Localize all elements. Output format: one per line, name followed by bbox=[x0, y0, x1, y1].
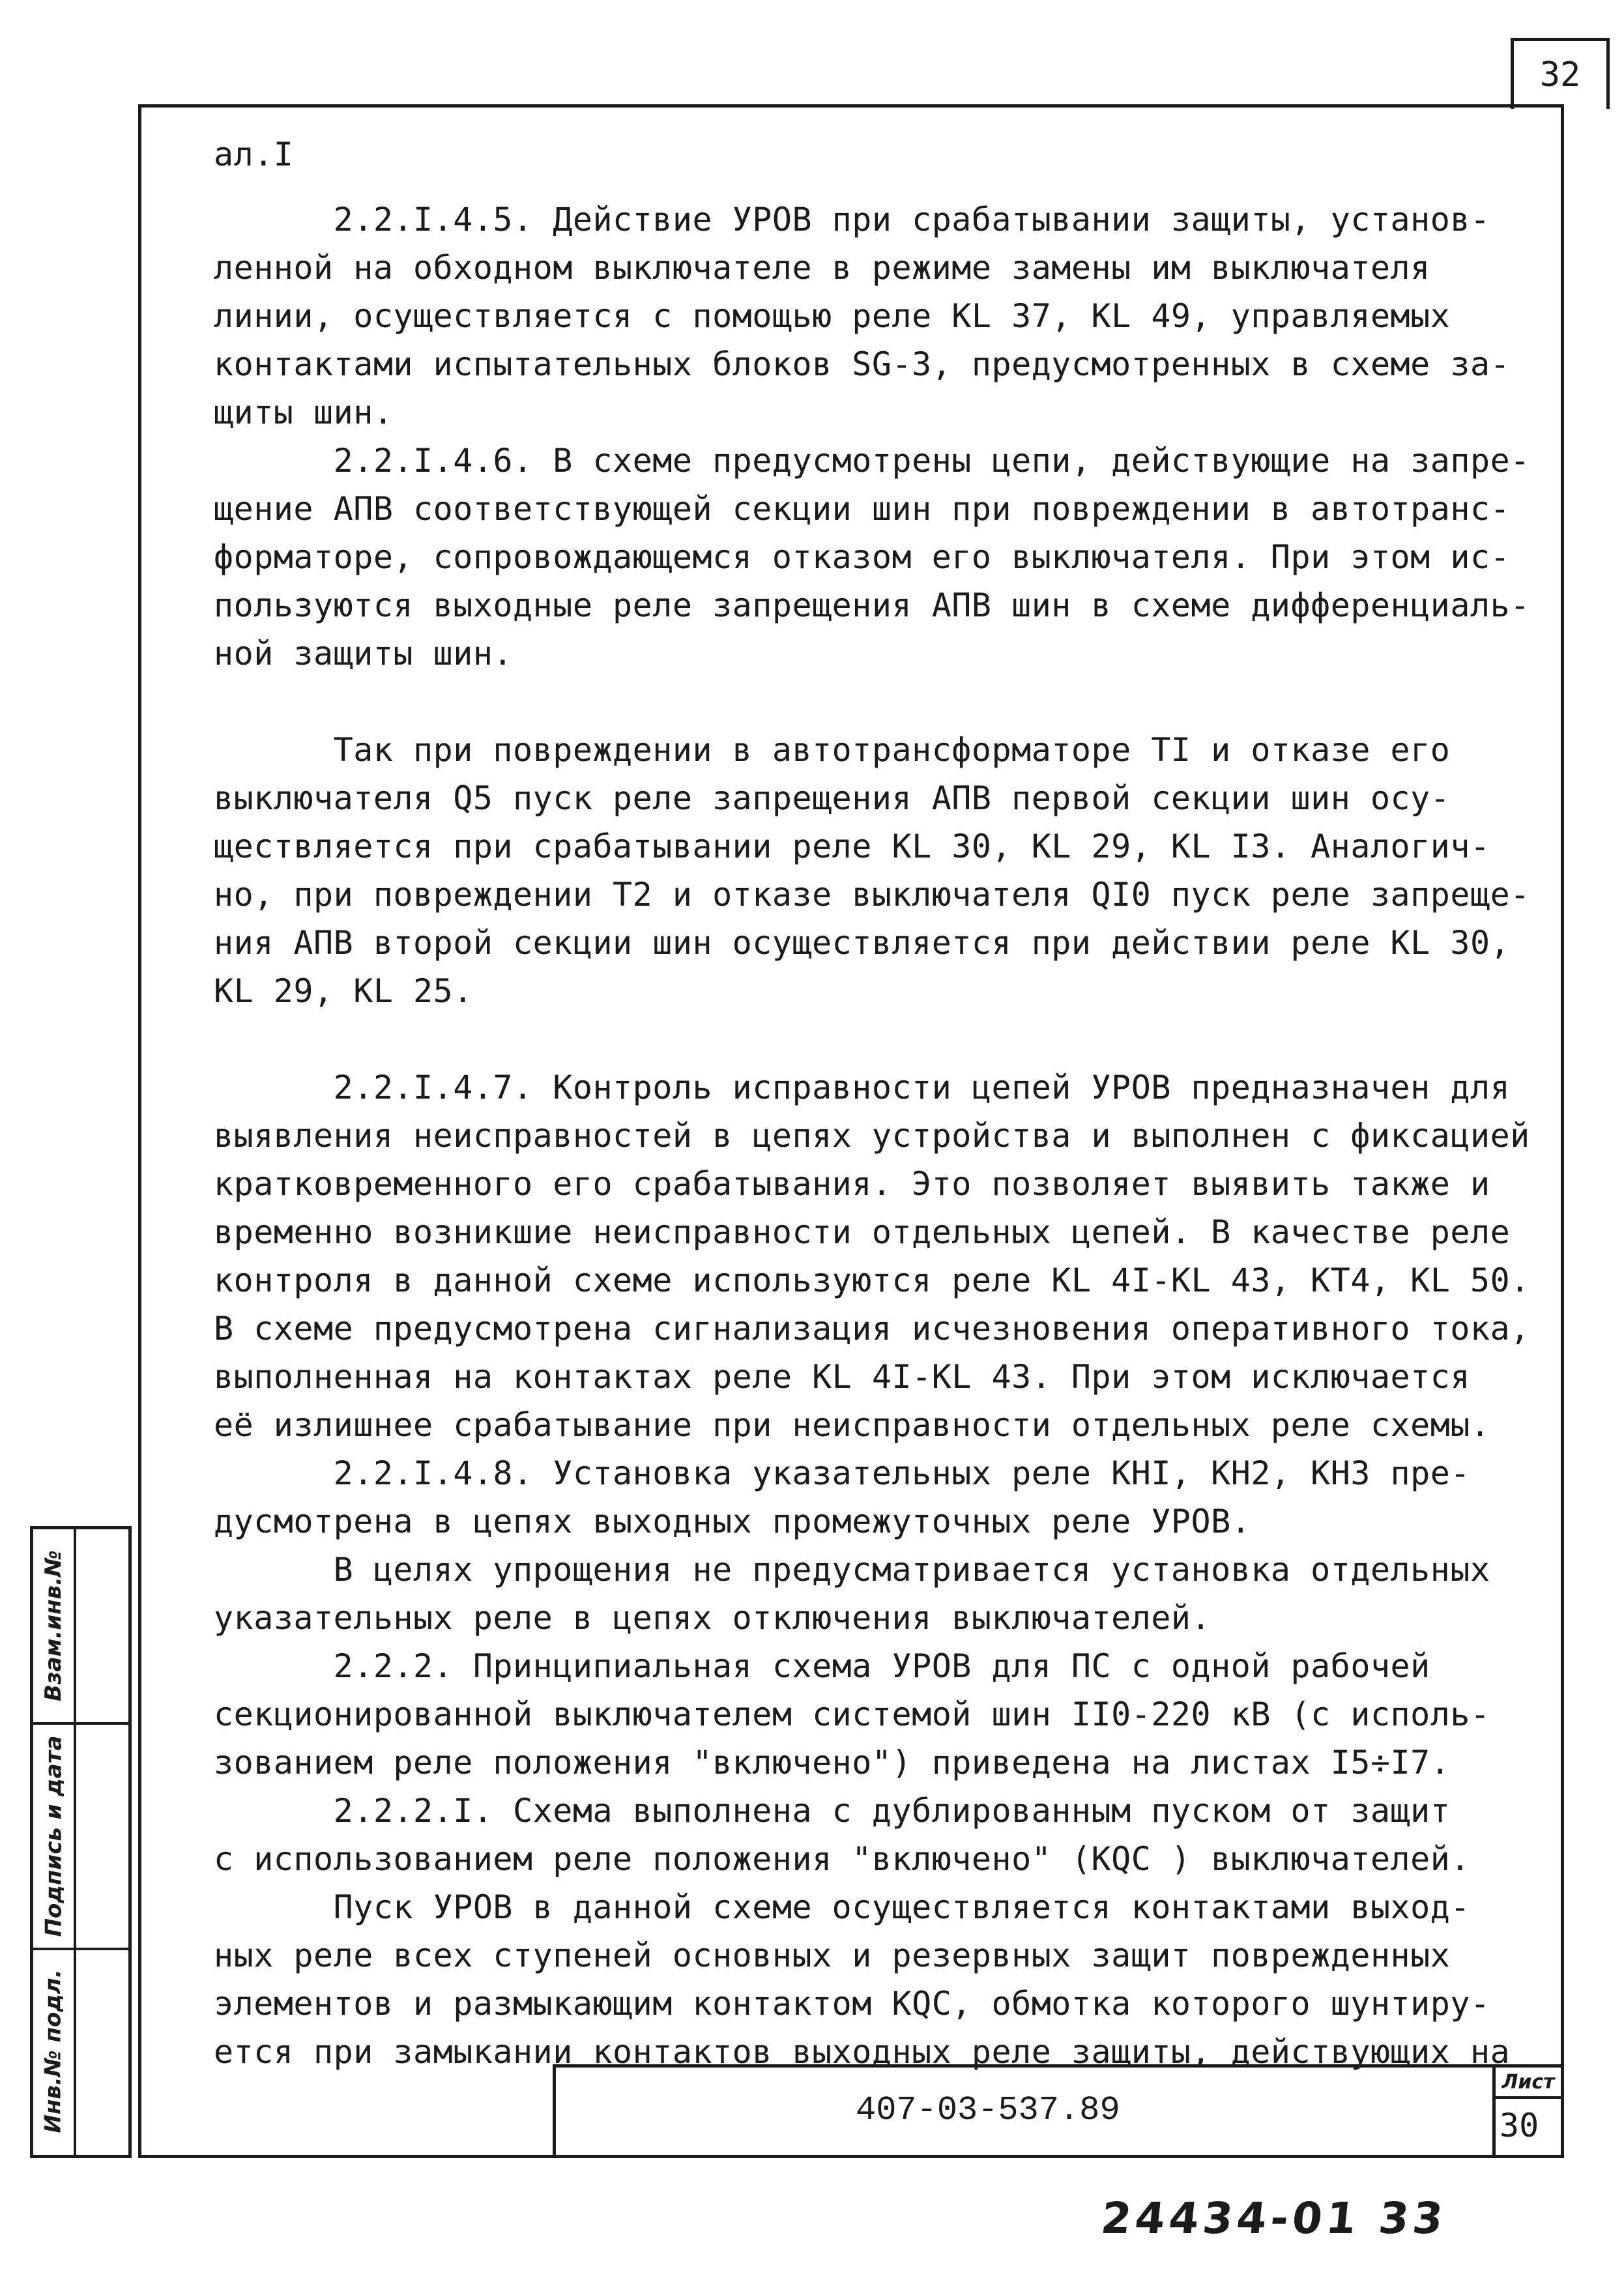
text-line: указательных реле в цепях отключения выключателей. bbox=[214, 1599, 1211, 1637]
text-line: ния АПВ второй секции шин осуществляется при действии реле KL 30, bbox=[214, 924, 1511, 962]
text-line: Пуск УРОВ в данной схеме осуществляется контактами выход- bbox=[214, 1888, 1470, 1926]
text-line: щиты шин. bbox=[214, 394, 394, 431]
body-lines bbox=[214, 195, 1537, 2076]
title-block bbox=[553, 2064, 1561, 2155]
text-line: 2.2.2.I. Схема выполнена с дублированным пуском от защит bbox=[214, 1792, 1451, 1830]
text-line: но, при повреждении T2 и отказе выключателя QI0 пуск реле запреще- bbox=[214, 876, 1530, 914]
side-label-replace-inv: Взам.инв.№ bbox=[40, 1550, 67, 1701]
text-line: ществляется при срабатывании реле KL 30, KL 29, KL I3. Аналогич- bbox=[214, 828, 1490, 865]
text-line: 2.2.2. Принципиальная схема УРОВ для ПС с одной рабочей bbox=[214, 1647, 1430, 1685]
sheet-label: Лист bbox=[1496, 2068, 1561, 2099]
page-header: ал.I bbox=[214, 136, 294, 173]
sheet-number: 30 bbox=[1500, 2107, 1539, 2144]
body-text bbox=[214, 130, 1537, 2076]
page-number: 32 bbox=[1511, 38, 1610, 109]
text-line: пользуются выходные реле запрещения АПВ шин в схеме дифференциаль- bbox=[214, 586, 1530, 624]
text-line: выключателя Q5 пуск реле запрещения АПВ первой секции шин осу- bbox=[214, 779, 1451, 817]
text-line: линии, осуществляется с помощью реле KL 37, KL 49, управляемых bbox=[214, 297, 1451, 335]
text-line bbox=[214, 678, 1537, 726]
text-line: элементов и размыкающим контактом KQC, обмотка которого шунтиру- bbox=[214, 1985, 1490, 2023]
text-line bbox=[214, 1015, 1537, 1063]
text-line: выполненная на контактах реле KL 4I-KL 43. При этом исключается bbox=[214, 1358, 1470, 1396]
text-line: KL 29, KL 25. bbox=[214, 972, 473, 1010]
side-label-inv-orig: Инв.№ подл. bbox=[40, 1969, 66, 2133]
text-line: щение АПВ соответствующей секции шин при повреждении в автотранс- bbox=[214, 490, 1511, 528]
document-code: 407-03-537.89 bbox=[856, 2091, 1120, 2129]
text-line: кратковременного его срабатывания. Это позволяет выявить также и bbox=[214, 1165, 1490, 1203]
text-line: контроля в данной схеме используются реле KL 4I-KL 43, KT4, KL 50. bbox=[214, 1262, 1530, 1299]
text-line: временно возникшие неисправности отдельных цепей. В качестве реле bbox=[214, 1213, 1511, 1251]
text-line: ленной на обходном выключателе в режиме замены им выключателя bbox=[214, 249, 1430, 287]
text-line: ных реле всех ступеней основных и резервных защит поврежденных bbox=[214, 1937, 1451, 1974]
text-line: 2.2.I.4.8. Установка указательных реле KHI, KH2, KH3 пре- bbox=[214, 1454, 1470, 1492]
side-stamp-divider bbox=[74, 1529, 76, 2155]
text-line: В целях упрощения не предусматривается установка отдельных bbox=[214, 1551, 1490, 1589]
text-line: с использованием реле положения "включено" (KQC ) выключателей. bbox=[214, 1840, 1470, 1878]
handwritten-note: 24434-01 33 bbox=[1098, 2193, 1449, 2243]
text-line: Так при повреждении в автотрансформаторе TI и отказе его bbox=[214, 731, 1451, 769]
text-line: 2.2.I.4.7. Контроль исправности цепей УРОВ предназначен для bbox=[214, 1069, 1511, 1106]
text-line: ется при замыкании контактов выходных реле защиты, действующих на bbox=[214, 2033, 1511, 2071]
text-line: 2.2.I.4.6. В схеме предусмотрены цепи, действующие на запре- bbox=[214, 442, 1530, 480]
text-line: контактами испытательных блоков SG-3, предусмотренных в схеме за- bbox=[214, 345, 1511, 383]
text-line: секционированной выключателем системой шин II0-220 кВ (с исполь- bbox=[214, 1695, 1490, 1733]
text-line: её излишнее срабатывание при неисправности отдельных реле схемы. bbox=[214, 1406, 1490, 1444]
side-stamp bbox=[30, 1526, 132, 2158]
text-line: ной защиты шин. bbox=[214, 635, 514, 672]
text-line: форматоре, сопровождающемся отказом его выключателя. При этом ис- bbox=[214, 538, 1511, 576]
text-line: 2.2.I.4.5. Действие УРОВ при срабатывании защиты, установ- bbox=[214, 201, 1490, 238]
text-line: В схеме предусмотрена сигнализация исчезновения оперативного тока, bbox=[214, 1310, 1530, 1348]
side-label-sign-date: Подпись и дата bbox=[40, 1735, 67, 1937]
text-line: дусмотрена в цепях выходных промежуточных реле УРОВ. bbox=[214, 1503, 1251, 1540]
text-line: выявления неисправностей в цепях устройства и выполнен с фиксацией bbox=[214, 1117, 1530, 1155]
text-line: зованием реле положения "включено") приведена на листах I5÷I7. bbox=[214, 1744, 1451, 1781]
sheet-cell bbox=[1492, 2068, 1561, 2155]
